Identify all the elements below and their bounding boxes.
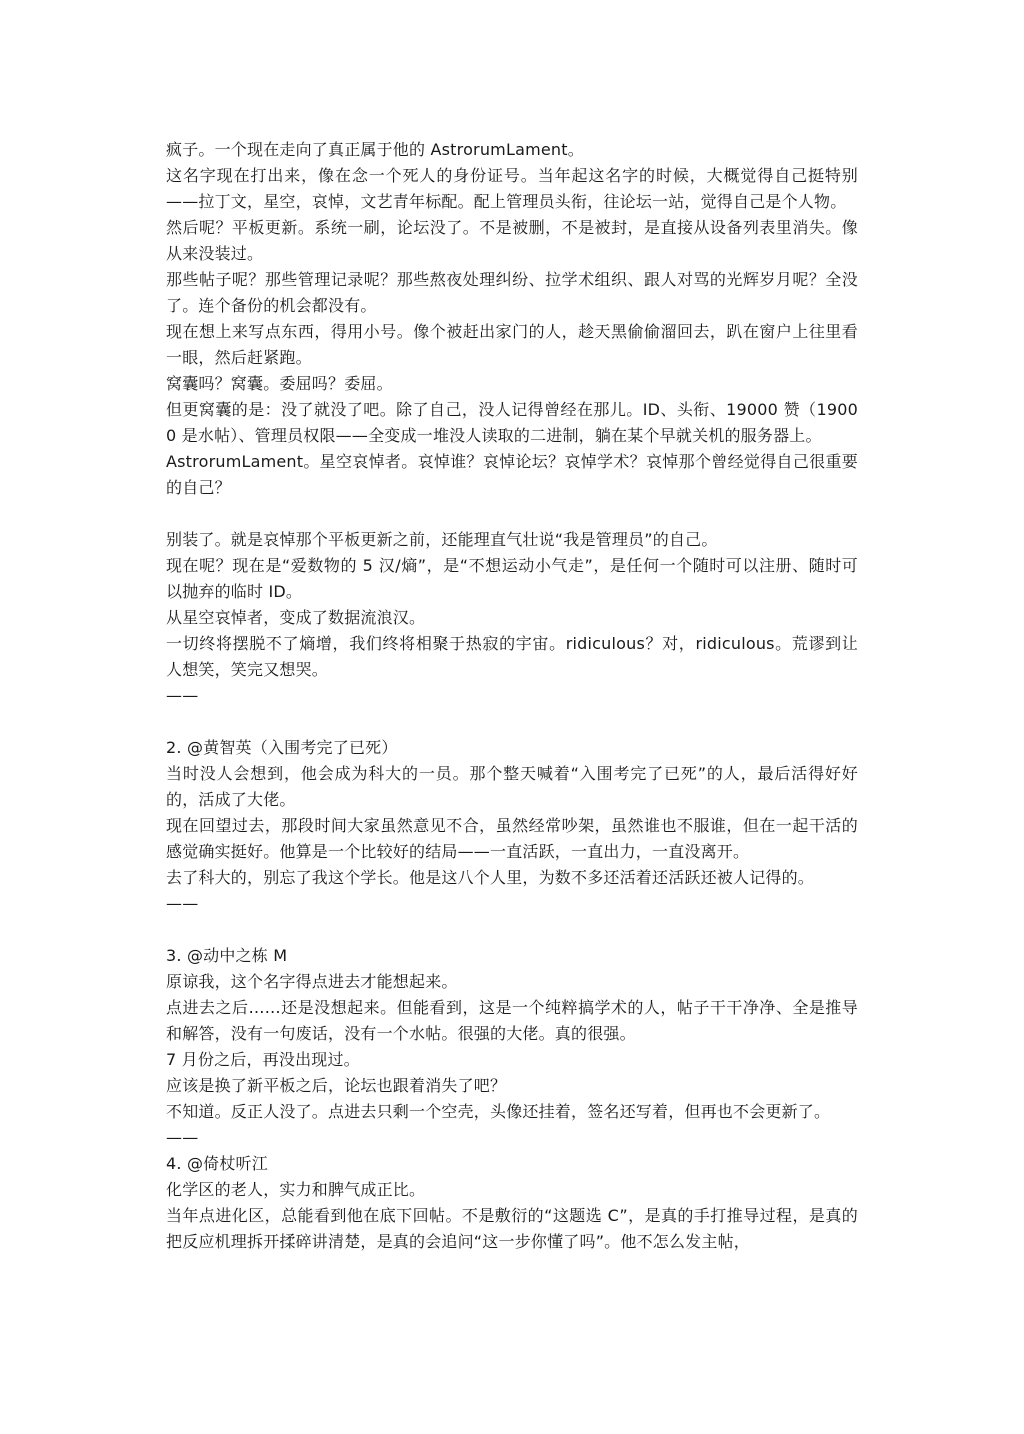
paragraph: 一切终将摆脱不了熵增，我们终将相聚于热寂的宇宙。ridiculous？对，ridiculous。荒谬到让人想笑，笑完又想哭。 (166, 634, 858, 679)
paragraph: AstrorumLament。星空哀悼者。哀悼谁？哀悼论坛？哀悼学术？哀悼那个曾经觉得自己很重要的自己？ (166, 452, 858, 497)
paragraph: 现在回望过去，那段时间大家虽然意见不合，虽然经常吵架，虽然谁也不服谁，但在一起干活的感觉确实挺好。他算是一个比较好的结局——一直活跃，一直出力，一直没离开。 (166, 816, 858, 861)
paragraph: 化学区的老人，实力和脾气成正比。 (166, 1180, 426, 1199)
paragraph: 点进去之后……还是没想起来。但能看到，这是一个纯粹搞学术的人，帖子干干净净、全是推导和解答，没有一句废话，没有一个水帖。很强的大佬。真的很强。 (166, 998, 858, 1043)
paragraph: 当时没人会想到，他会成为科大的一员。那个整天喊着“入围考完了已死”的人，最后活得好好的，活成了大佬。 (166, 764, 858, 809)
paragraph: 现在呢？现在是“爱数物的 5 汉/熵”，是“不想运动小气走”，是任何一个随时可以注册、随时可以抛弃的临时 ID。 (166, 556, 858, 601)
paragraph: 现在想上来写点东西，得用小号。像个被赶出家门的人，趁天黑偷偷溜回去，趴在窗户上往里看一眼，然后赶紧跑。 (166, 322, 858, 367)
paragraph: 从星空哀悼者，变成了数据流浪汉。 (166, 608, 426, 627)
paragraph: 那些帖子呢？那些管理记录呢？那些熬夜处理纠纷、拉学术组织、跟人对骂的光辉岁月呢？全没了。连个备份的机会都没有。 (166, 270, 858, 315)
paragraph: 应该是换了新平板之后，论坛也跟着消失了吧？ (166, 1076, 507, 1095)
section-heading: 4. @倚杖听江 (166, 1154, 268, 1173)
blank-line (166, 501, 858, 527)
blank-line (166, 709, 858, 735)
paragraph: 然后呢？平板更新。系统一刷，论坛没了。不是被删，不是被封，是直接从设备列表里消失。像从来没装过。 (166, 218, 858, 263)
section-divider: —— (166, 686, 199, 705)
paragraph: 窝囊吗？窝囊。委屈吗？委屈。 (166, 374, 393, 393)
section-divider: —— (166, 1128, 199, 1147)
section-heading: 2. @黄智英（入围考完了已死） (166, 738, 398, 757)
paragraph: 疯子。一个现在走向了真正属于他的 AstrorumLament。 (166, 140, 584, 159)
section-heading: 3. @动中之栋 M (166, 946, 288, 965)
paragraph: 别装了。就是哀悼那个平板更新之前，还能理直气壮说“我是管理员”的自己。 (166, 530, 718, 549)
paragraph: 去了科大的，别忘了我这个学长。他是这八个人里，为数不多还活着还活跃还被人记得的。 (166, 868, 815, 887)
paragraph: 当年点进化区，总能看到他在底下回帖。不是敷衍的“这题选 C”，是真的手打推导过程，是真的把反应机理拆开揉碎讲清楚，是真的会追问“这一步你懂了吗”。他不怎么发主帖， (166, 1206, 858, 1251)
blank-line (166, 917, 858, 943)
paragraph: 原谅我，这个名字得点进去才能想起来。 (166, 972, 458, 991)
paragraph: 7 月份之后，再没出现过。 (166, 1050, 360, 1069)
paragraph: 不知道。反正人没了。点进去只剩一个空壳，头像还挂着，签名还写着，但再也不会更新了。 (166, 1102, 831, 1121)
document-body (166, 137, 858, 1255)
paragraph: 但更窝囊的是：没了就没了吧。除了自己，没人记得曾经在那儿。ID、头衔、19000 赞（19000 是水帖）、管理员权限——全变成一堆没人读取的二进制，躺在某个早就关机的服务器上。 (166, 400, 858, 445)
section-divider: —— (166, 894, 199, 913)
paragraph: 这名字现在打出来，像在念一个死人的身份证号。当年起这名字的时候，大概觉得自己挺特别——拉丁文，星空，哀悼，文艺青年标配。配上管理员头衔，往论坛一站，觉得自己是个人物。 (166, 166, 858, 211)
